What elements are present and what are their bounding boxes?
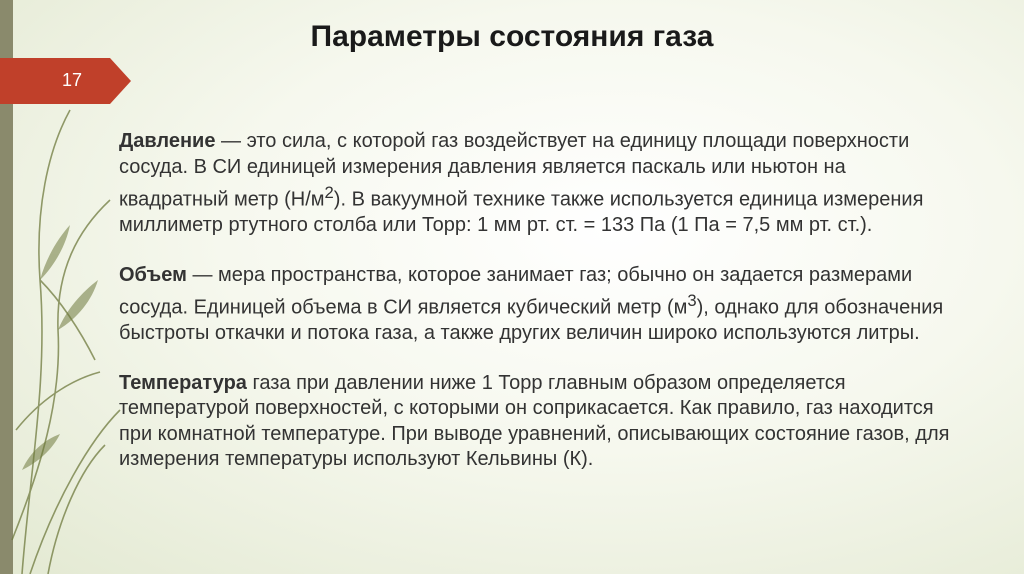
- term-label: Температура: [119, 371, 247, 394]
- paragraph-temperature: [119, 371, 959, 473]
- term-label: Давление: [119, 130, 216, 152]
- slide-body: [119, 129, 959, 497]
- paragraph-text: — мера пространства, которое занимает газ; обычно он задается размерами сосуда. Единицей объема в СИ является кубический метр (м: [119, 263, 913, 319]
- paragraph-text: газа при давлении ниже 1 Торр главным образом определяется температурой поверхностей, с которыми он соприкасается. Как правило, газ находится при комнатной температуре. При выводе уравнений, описывающих состояние газов, для измерения температуры используют Кельвины (К).: [119, 371, 950, 471]
- superscript: 3: [687, 291, 697, 311]
- page-number: 17: [62, 70, 83, 90]
- paragraph-volume: [119, 263, 959, 347]
- superscript: 2: [324, 183, 334, 202]
- paragraph-text-cont: ). В вакуумной технике также используется единица измерения миллиметр ртутного столба или Торр: 1 мм рт. ст. = 133 Па (1 Па = 7,5 мм рт. ст.).: [119, 188, 924, 237]
- term-label: Объем: [119, 263, 187, 286]
- paragraph-text: — это сила, с которой газ воздействует на единицу площади поверхности сосуда. В СИ единицей измерения давления является паскаль или ньютон на квадратный метр (Н/м: [119, 130, 910, 211]
- page-title: Параметры состояния газа: [310, 20, 714, 53]
- paragraph-text-cont: ), однако для обозначения быстроты откачки и потока газа, а также других величин широко используются литры.: [119, 296, 944, 345]
- paragraph-pressure: [119, 129, 959, 239]
